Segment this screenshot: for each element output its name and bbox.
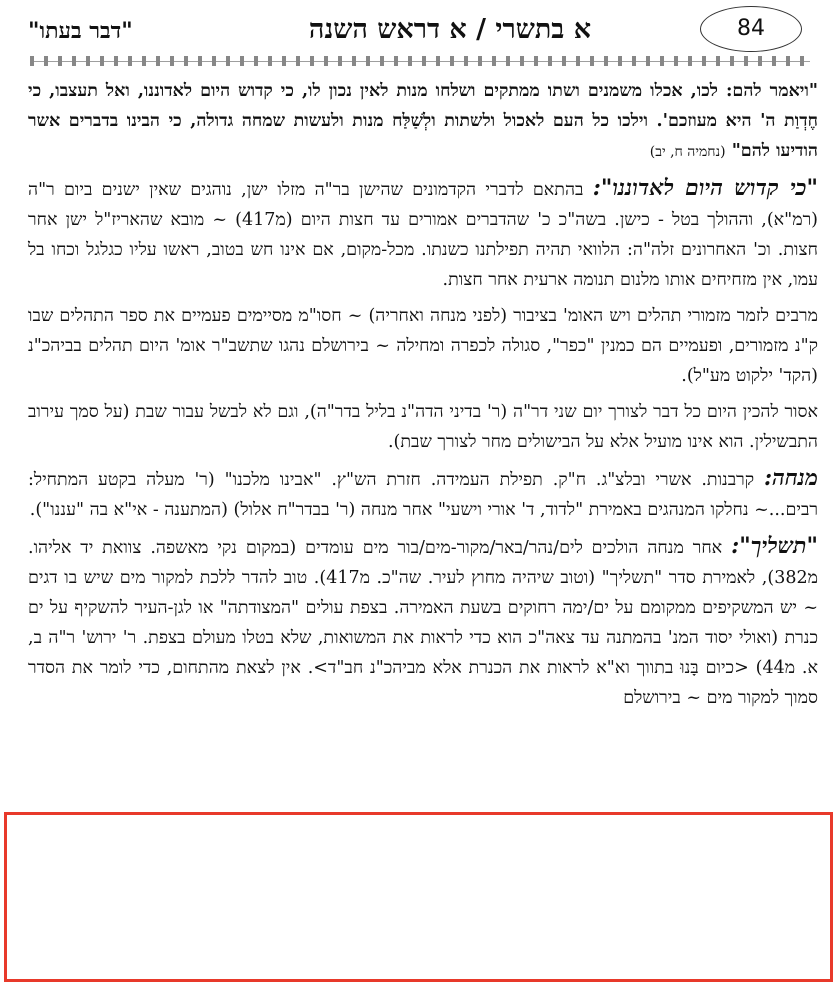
highlight-box xyxy=(4,812,833,982)
paragraph-lead: מנחה: xyxy=(764,465,818,491)
paragraph-sleep xyxy=(28,173,818,295)
ornamental-divider xyxy=(30,56,810,66)
nehemiah-quote xyxy=(28,76,818,167)
text-body xyxy=(28,76,818,719)
quote-source: (נחמיה ח, יב) xyxy=(649,144,726,160)
paragraph-text: קרבנות. אשרי ובלצ"ג. ח"ק. תפילת העמידה. חזרת הש"ץ. "אבינו מלכנו" (ר' מעלה בקטע המתחיל: רבים...~ נחלקו המנהגים באמירת "לדוד, ד' אורי וישעי" אחר מנחה (ר' בבדר"ח אלול) (המתענה - אי"א בה "עננו"). xyxy=(28,470,818,520)
paragraph-tehillim xyxy=(28,301,818,391)
page-header xyxy=(0,0,839,70)
book-title: "דבר בעתו" xyxy=(28,18,133,44)
paragraph-lead: "תשליך": xyxy=(731,533,818,559)
paragraph-lead: "כי קדוש היום לאדוננו": xyxy=(592,175,818,201)
running-title: א בתשרי / א דראש השנה xyxy=(308,14,592,45)
page-number: 84 xyxy=(700,6,802,52)
quote-text: "ויאמר להם: לכו, אכלו משמנים ושתו ממתקים ושלחו מנות לאין נכון לו, כי קדוש היום לאדוננו, ואל תעצבו, כי חֶדְוַת ה' היא מעוזכם'. וילכו כל העם לאכול ולשתות ולְשַׁלַּח מנות ולעשות שמחה גדולה, כי הבינו בדברים אשר הודיעו להם" xyxy=(28,81,818,161)
paragraph-mincha xyxy=(28,463,818,525)
paragraph-preparation xyxy=(28,397,818,457)
paragraph-text: בהתאם לדברי הקדמונים שהישן בר"ה מזלו ישן, נוהגים שאין ישנים ביום ר"ה (רמ"א), וההולך בטל - כישן. בשה"כ כ' שהדברים אמורים עד חצות היום (מ417) ~ מובא שהאריז"ל ישן אחר חצות. וכ' האחרונים זלה"ה: הלוואי תהיה תפילתנו כשנתו. מכל-מקום, אם אינו חש בטוב, ראשו עליו כגלגל וכחו בל עמו, אין מזחיחים אותו מלנום תנומה ארעית אחר חצות. xyxy=(28,180,818,290)
paragraph-tashlich xyxy=(28,531,818,713)
paragraph-text: אסור להכין היום כל דבר לצורך יום שני דר"ה (ר' בדיני הדה"נ בליל בדר"ה), וגם לא לבשל עבור שבת (על סמך עירוב התבשילין. הוא אינו מועיל אלא על הבישולים מחר לצורך שבת). xyxy=(28,402,818,452)
paragraph-text: מרבים לזמר מזמורי תהלים ויש האומ' בציבור (לפני מנחה ואחריה) ~ חסו"מ מסיימים פעמיים את ספר התהלים שבו ק"נ מזמורים, ופעמיים הם כמנין "כפר", סגולה לכפרה ומחילה ~ בירושלם נהגו שתשב"ר אומ' היום תהלים בביהכ"נ (הקד' ילקוט מע"ל). xyxy=(28,306,818,386)
paragraph-text: אחר מנחה הולכים לים/נהר/באר/מקור-מים/בור מים עומדים (במקום נקי מאשפה. צוואת יד אליהו. מ382), לאמירת סדר "תשליך" (וטוב שיהיה מחוץ לעיר. שה"כ. מ417). טוב להדר ללכת למקור מים שיש בו דגים ~ יש המשקיפים ממקומם על ים/ימה רחוקים בשעת האמירה. בצפת עולים "המצודתה" או לגן-העיר להשקיף על ים כנרת (ואולי יסוד המנ' בהמתנה עד צאה"כ הוא כדי לראות את המשואות, שלא בטלו מעולם בצפת. ר' ירוש' ר"ה ב, א. מ44) <כיום בָּנוּ בתווך וא"א לראות את הכנרת אלא מביהכ"נ חב"ד>. אין לצאת מהתחום, כדי לומר את הסדר סמוך למקור מים ~ בירושלם xyxy=(28,538,818,708)
